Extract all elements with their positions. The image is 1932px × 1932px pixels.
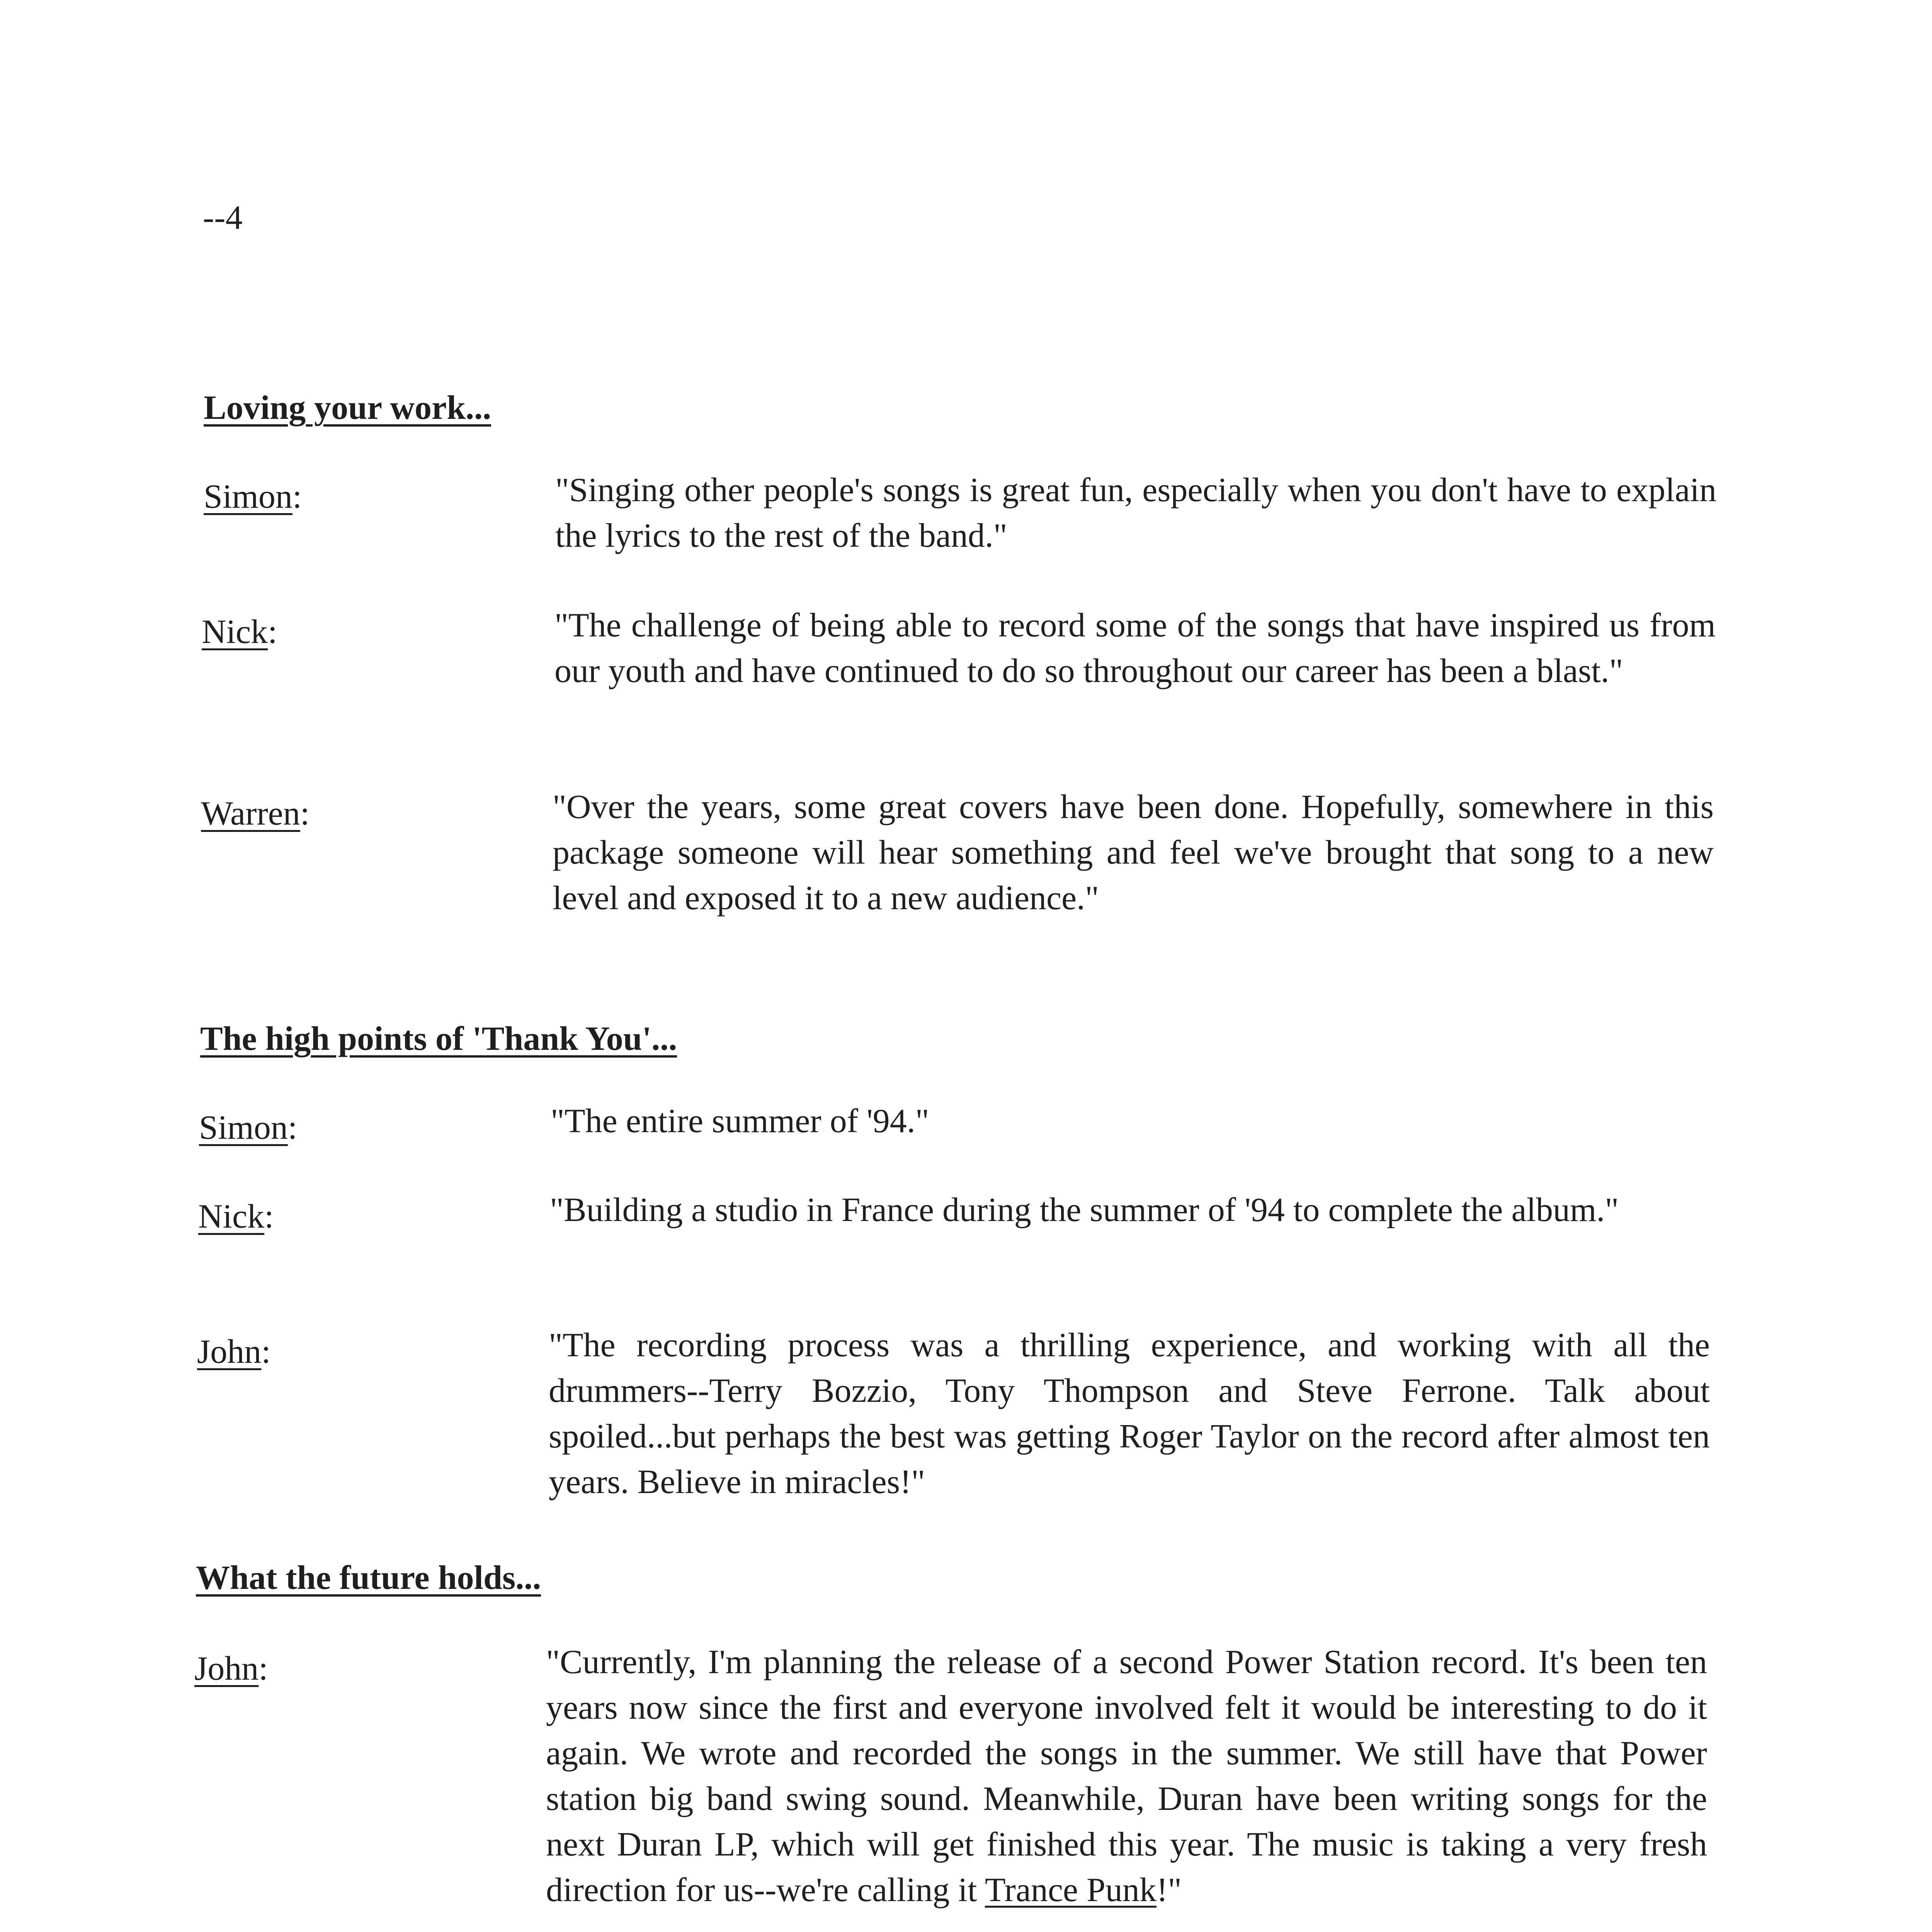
speaker-name: John bbox=[197, 1333, 262, 1371]
speaker-name: John bbox=[194, 1650, 259, 1687]
speaker-name: Simon bbox=[204, 478, 293, 515]
section-heading-future-holds: What the future holds... bbox=[196, 1559, 541, 1597]
speaker-colon: : bbox=[292, 478, 302, 515]
quote-text bbox=[546, 1639, 1707, 1913]
quote-text: "The challenge of being able to record some of the songs that have inspired us from our youth and have continued to do so throughout our career has been a blast." bbox=[554, 607, 1716, 690]
quote-text: "Over the years, some great covers have been done. Hopefully, somewhere in this package someone will hear something and feel we've brought that song to a new level and exposed it to a new audience." bbox=[553, 788, 1714, 917]
speaker-label bbox=[204, 480, 302, 514]
speaker-label bbox=[194, 1652, 268, 1686]
section-heading-high-points: The high points of 'Thank You'... bbox=[200, 1020, 677, 1058]
speaker-label bbox=[201, 797, 310, 831]
speaker-label bbox=[198, 1200, 274, 1234]
page-number: --4 bbox=[203, 199, 243, 236]
speaker-colon: : bbox=[287, 1109, 298, 1146]
speaker-label bbox=[197, 1335, 271, 1369]
quote-text: "The recording process was a thrilling experience, and working with all the drummers--Terry Bozzio, Tony Thompson and Steve Ferrone. Talk about spoiled...but perhaps the best was getting Roger Taylor on the record after almost ten years. Believe in miracles!" bbox=[549, 1327, 1710, 1501]
quote-text: "Building a studio in France during the summer of '94 to complete the album." bbox=[550, 1191, 1619, 1229]
speaker-colon: : bbox=[264, 1198, 274, 1235]
speaker-name: Nick bbox=[202, 613, 268, 651]
speaker-colon: : bbox=[300, 795, 310, 832]
quote-text: "Singing other people's songs is great fun, especially when you don't have to explain the lyrics to the rest of the band." bbox=[555, 471, 1716, 554]
speaker-colon: : bbox=[261, 1333, 271, 1371]
speaker-colon: : bbox=[268, 613, 277, 651]
speaker-label bbox=[202, 615, 277, 649]
speaker-name: Nick bbox=[198, 1198, 265, 1235]
speaker-colon: : bbox=[259, 1650, 268, 1687]
speaker-name: Warren bbox=[201, 795, 300, 832]
speaker-label bbox=[199, 1111, 297, 1145]
trance-punk-underlined: Trance Punk bbox=[985, 1871, 1156, 1909]
quote-text-part: "Currently, I'm planning the release of a second Power Station record. It's been ten years now since the first and everyone involved felt it would be interesting to do it again. We wrote and recorded the songs in the summer. We still have that Power station big band swing sound. Meanwhile, Duran have been writing songs for the next Duran LP, which will get finished this year. The music is taking a very fresh direction for us--we're calling it bbox=[546, 1643, 1707, 1909]
section-heading-loving-your-work: Loving your work... bbox=[204, 389, 492, 427]
quote-text-part: !" bbox=[1156, 1871, 1182, 1909]
quote-text: "The entire summer of '94." bbox=[551, 1102, 929, 1140]
speaker-name: Simon bbox=[199, 1109, 288, 1146]
